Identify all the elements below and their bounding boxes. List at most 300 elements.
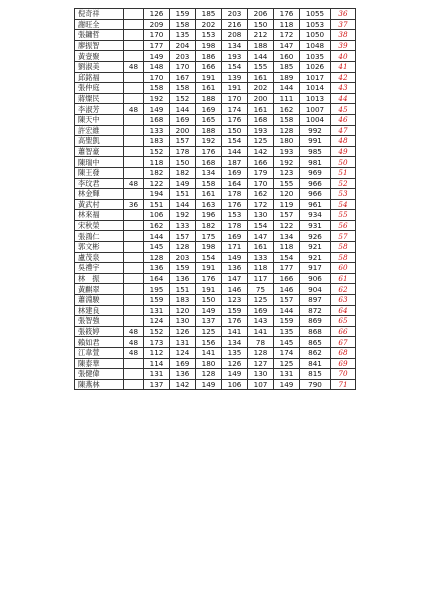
player-name-cell: 黃麒翠 bbox=[75, 284, 124, 295]
game-score-cell: 202 bbox=[196, 19, 222, 30]
game-score-cell: 172 bbox=[248, 199, 274, 210]
table-row bbox=[75, 348, 356, 359]
game-score-cell: 145 bbox=[274, 337, 300, 348]
table-row bbox=[75, 358, 356, 369]
game-score-cell: 169 bbox=[222, 167, 248, 178]
handicap-cell bbox=[124, 157, 144, 168]
handicap-cell bbox=[124, 220, 144, 231]
total-score-cell: 904 bbox=[300, 284, 331, 295]
rank-cell: 50 bbox=[331, 157, 356, 168]
rank-cell: 38 bbox=[331, 30, 356, 41]
game-score-cell: 161 bbox=[196, 83, 222, 94]
player-name-cell: 陳瑞中 bbox=[75, 157, 124, 168]
player-name-cell: 張鴻仁 bbox=[75, 231, 124, 242]
game-score-cell: 189 bbox=[274, 72, 300, 83]
game-score-cell: 187 bbox=[222, 157, 248, 168]
game-score-cell: 157 bbox=[170, 231, 196, 242]
player-name-cell: 賴如君 bbox=[75, 337, 124, 348]
player-name-cell: 許宏維 bbox=[75, 125, 124, 136]
game-score-cell: 154 bbox=[222, 61, 248, 72]
game-score-cell: 122 bbox=[274, 220, 300, 231]
rank-cell: 66 bbox=[331, 326, 356, 337]
total-score-cell: 981 bbox=[300, 157, 331, 168]
game-score-cell: 160 bbox=[274, 51, 300, 62]
game-score-cell: 152 bbox=[170, 93, 196, 104]
handicap-cell bbox=[124, 167, 144, 178]
player-name-cell: 李玟君 bbox=[75, 178, 124, 189]
rank-cell: 56 bbox=[331, 220, 356, 231]
table-row bbox=[75, 157, 356, 168]
game-score-cell: 161 bbox=[196, 189, 222, 200]
game-score-cell: 158 bbox=[144, 83, 170, 94]
game-score-cell: 119 bbox=[274, 199, 300, 210]
player-name-cell: 劉淑美 bbox=[75, 61, 124, 72]
game-score-cell: 174 bbox=[274, 348, 300, 359]
table-row bbox=[75, 220, 356, 231]
table-row bbox=[75, 146, 356, 157]
game-score-cell: 169 bbox=[170, 114, 196, 125]
game-score-cell: 126 bbox=[144, 9, 170, 20]
game-score-cell: 185 bbox=[274, 61, 300, 72]
player-name-cell: 倪奇祥 bbox=[75, 9, 124, 20]
game-score-cell: 154 bbox=[196, 252, 222, 263]
rank-cell: 45 bbox=[331, 104, 356, 115]
game-score-cell: 153 bbox=[196, 30, 222, 41]
player-name-cell: 高聖凱 bbox=[75, 136, 124, 147]
game-score-cell: 164 bbox=[222, 178, 248, 189]
game-score-cell: 174 bbox=[222, 104, 248, 115]
total-score-cell: 1035 bbox=[300, 51, 331, 62]
game-score-cell: 150 bbox=[170, 157, 196, 168]
game-score-cell: 193 bbox=[274, 146, 300, 157]
rank-cell: 53 bbox=[331, 189, 356, 200]
total-score-cell: 906 bbox=[300, 273, 331, 284]
game-score-cell: 188 bbox=[196, 93, 222, 104]
player-name-cell: 張智強 bbox=[75, 316, 124, 327]
game-score-cell: 120 bbox=[170, 305, 196, 316]
game-score-cell: 191 bbox=[196, 284, 222, 295]
rank-cell: 37 bbox=[331, 19, 356, 30]
game-score-cell: 179 bbox=[248, 167, 274, 178]
game-score-cell: 154 bbox=[248, 220, 274, 231]
handicap-cell bbox=[124, 93, 144, 104]
game-score-cell: 144 bbox=[144, 231, 170, 242]
game-score-cell: 206 bbox=[248, 9, 274, 20]
game-score-cell: 178 bbox=[170, 146, 196, 157]
game-score-cell: 192 bbox=[170, 210, 196, 221]
rank-cell: 58 bbox=[331, 242, 356, 253]
game-score-cell: 136 bbox=[222, 263, 248, 274]
game-score-cell: 176 bbox=[222, 114, 248, 125]
game-score-cell: 208 bbox=[222, 30, 248, 41]
handicap-cell bbox=[124, 316, 144, 327]
rank-cell: 36 bbox=[331, 9, 356, 20]
game-score-cell: 120 bbox=[274, 189, 300, 200]
player-name-cell: 蕭智豪 bbox=[75, 146, 124, 157]
game-score-cell: 136 bbox=[144, 263, 170, 274]
total-score-cell: 1004 bbox=[300, 114, 331, 125]
game-score-cell: 152 bbox=[144, 326, 170, 337]
game-score-cell: 126 bbox=[222, 358, 248, 369]
handicap-cell bbox=[124, 210, 144, 221]
game-score-cell: 147 bbox=[248, 231, 274, 242]
game-score-cell: 168 bbox=[248, 114, 274, 125]
player-name-cell: 陳燕林 bbox=[75, 379, 124, 390]
game-score-cell: 188 bbox=[196, 125, 222, 136]
game-score-cell: 171 bbox=[222, 242, 248, 253]
game-score-cell: 154 bbox=[222, 136, 248, 147]
game-score-cell: 170 bbox=[248, 178, 274, 189]
total-score-cell: 1007 bbox=[300, 104, 331, 115]
table-row bbox=[75, 316, 356, 327]
table-row bbox=[75, 273, 356, 284]
player-name-cell: 李淑芳 bbox=[75, 104, 124, 115]
rank-cell: 68 bbox=[331, 348, 356, 359]
game-score-cell: 144 bbox=[170, 199, 196, 210]
game-score-cell: 158 bbox=[274, 114, 300, 125]
total-score-cell: 969 bbox=[300, 167, 331, 178]
game-score-cell: 159 bbox=[274, 316, 300, 327]
table-row bbox=[75, 231, 356, 242]
total-score-cell: 897 bbox=[300, 295, 331, 306]
game-score-cell: 203 bbox=[170, 51, 196, 62]
table-row bbox=[75, 178, 356, 189]
game-score-cell: 78 bbox=[248, 337, 274, 348]
game-score-cell: 134 bbox=[222, 337, 248, 348]
total-score-cell: 1053 bbox=[300, 19, 331, 30]
game-score-cell: 135 bbox=[170, 30, 196, 41]
game-score-cell: 177 bbox=[274, 263, 300, 274]
total-score-cell: 966 bbox=[300, 189, 331, 200]
handicap-cell bbox=[124, 305, 144, 316]
game-score-cell: 127 bbox=[248, 358, 274, 369]
rank-cell: 51 bbox=[331, 167, 356, 178]
rank-cell: 67 bbox=[331, 337, 356, 348]
game-score-cell: 182 bbox=[144, 167, 170, 178]
game-score-cell: 136 bbox=[170, 273, 196, 284]
game-score-cell: 166 bbox=[248, 157, 274, 168]
game-score-cell: 175 bbox=[196, 231, 222, 242]
total-score-cell: 961 bbox=[300, 199, 331, 210]
game-score-cell: 193 bbox=[248, 125, 274, 136]
game-score-cell: 131 bbox=[144, 305, 170, 316]
player-name-cell: 陳泰華 bbox=[75, 358, 124, 369]
player-name-cell: 謝旺全 bbox=[75, 19, 124, 30]
handicap-cell: 48 bbox=[124, 104, 144, 115]
handicap-cell bbox=[124, 51, 144, 62]
game-score-cell: 131 bbox=[170, 337, 196, 348]
game-score-cell: 134 bbox=[274, 231, 300, 242]
table-row bbox=[75, 252, 356, 263]
game-score-cell: 149 bbox=[144, 104, 170, 115]
player-name-cell: 郭文彬 bbox=[75, 242, 124, 253]
game-score-cell: 170 bbox=[170, 61, 196, 72]
game-score-cell: 186 bbox=[196, 51, 222, 62]
total-score-cell: 790 bbox=[300, 379, 331, 390]
game-score-cell: 136 bbox=[170, 369, 196, 380]
rank-cell: 60 bbox=[331, 263, 356, 274]
game-score-cell: 151 bbox=[170, 284, 196, 295]
game-score-cell: 170 bbox=[222, 93, 248, 104]
game-score-cell: 176 bbox=[222, 199, 248, 210]
game-score-cell: 125 bbox=[196, 326, 222, 337]
game-score-cell: 172 bbox=[274, 30, 300, 41]
game-score-cell: 191 bbox=[196, 72, 222, 83]
game-score-cell: 204 bbox=[170, 40, 196, 51]
game-score-cell: 118 bbox=[248, 263, 274, 274]
player-name-cell: 黃壹聚 bbox=[75, 51, 124, 62]
handicap-cell: 48 bbox=[124, 337, 144, 348]
game-score-cell: 166 bbox=[274, 273, 300, 284]
game-score-cell: 191 bbox=[196, 263, 222, 274]
game-score-cell: 146 bbox=[274, 284, 300, 295]
game-score-cell: 128 bbox=[196, 369, 222, 380]
game-score-cell: 212 bbox=[248, 30, 274, 41]
handicap-cell bbox=[124, 189, 144, 200]
game-score-cell: 123 bbox=[222, 295, 248, 306]
player-name-cell: 張健偉 bbox=[75, 369, 124, 380]
game-score-cell: 114 bbox=[144, 358, 170, 369]
handicap-cell bbox=[124, 114, 144, 125]
game-score-cell: 130 bbox=[248, 210, 274, 221]
game-score-cell: 180 bbox=[274, 136, 300, 147]
game-score-cell: 182 bbox=[196, 220, 222, 231]
handicap-cell bbox=[124, 40, 144, 51]
game-score-cell: 122 bbox=[144, 178, 170, 189]
player-name-cell: 林金輝 bbox=[75, 189, 124, 200]
table-row bbox=[75, 114, 356, 125]
game-score-cell: 149 bbox=[222, 369, 248, 380]
game-score-cell: 149 bbox=[222, 252, 248, 263]
total-score-cell: 862 bbox=[300, 348, 331, 359]
game-score-cell: 192 bbox=[196, 136, 222, 147]
total-score-cell: 1017 bbox=[300, 72, 331, 83]
game-score-cell: 183 bbox=[170, 295, 196, 306]
handicap-cell bbox=[124, 273, 144, 284]
table-row bbox=[75, 61, 356, 72]
rank-cell: 70 bbox=[331, 369, 356, 380]
rank-cell: 71 bbox=[331, 379, 356, 390]
total-score-cell: 931 bbox=[300, 220, 331, 231]
total-score-cell: 921 bbox=[300, 242, 331, 253]
rank-cell: 40 bbox=[331, 51, 356, 62]
game-score-cell: 149 bbox=[170, 178, 196, 189]
game-score-cell: 149 bbox=[196, 379, 222, 390]
game-score-cell: 143 bbox=[248, 316, 274, 327]
game-score-cell: 124 bbox=[144, 316, 170, 327]
game-score-cell: 169 bbox=[196, 104, 222, 115]
game-score-cell: 133 bbox=[170, 220, 196, 231]
game-score-cell: 200 bbox=[248, 93, 274, 104]
total-score-cell: 815 bbox=[300, 369, 331, 380]
total-score-cell: 934 bbox=[300, 210, 331, 221]
game-score-cell: 142 bbox=[170, 379, 196, 390]
player-name-cell: 張筱婷 bbox=[75, 326, 124, 337]
game-score-cell: 141 bbox=[196, 348, 222, 359]
game-score-cell: 166 bbox=[196, 61, 222, 72]
game-score-cell: 161 bbox=[248, 242, 274, 253]
total-score-cell: 865 bbox=[300, 337, 331, 348]
player-name-cell: 陳王發 bbox=[75, 167, 124, 178]
handicap-cell bbox=[124, 146, 144, 157]
game-score-cell: 128 bbox=[144, 252, 170, 263]
total-score-cell: 1013 bbox=[300, 93, 331, 104]
game-score-cell: 164 bbox=[144, 273, 170, 284]
game-score-cell: 145 bbox=[144, 242, 170, 253]
player-name-cell: 黃武村 bbox=[75, 199, 124, 210]
handicap-cell bbox=[124, 19, 144, 30]
player-name-cell: 張鏞哲 bbox=[75, 30, 124, 41]
player-name-cell: 盧茂泉 bbox=[75, 252, 124, 263]
total-score-cell: 841 bbox=[300, 358, 331, 369]
game-score-cell: 75 bbox=[248, 284, 274, 295]
total-score-cell: 1050 bbox=[300, 30, 331, 41]
table-row bbox=[75, 83, 356, 94]
total-score-cell: 966 bbox=[300, 178, 331, 189]
game-score-cell: 203 bbox=[170, 252, 196, 263]
player-name-cell: 吳禮宇 bbox=[75, 263, 124, 274]
handicap-cell bbox=[124, 369, 144, 380]
game-score-cell: 150 bbox=[196, 295, 222, 306]
game-score-cell: 176 bbox=[222, 316, 248, 327]
game-score-cell: 149 bbox=[196, 305, 222, 316]
score-table bbox=[74, 8, 356, 390]
table-row bbox=[75, 19, 356, 30]
game-score-cell: 118 bbox=[274, 19, 300, 30]
total-score-cell: 921 bbox=[300, 252, 331, 263]
table-row bbox=[75, 30, 356, 41]
game-score-cell: 150 bbox=[248, 19, 274, 30]
game-score-cell: 167 bbox=[170, 72, 196, 83]
game-score-cell: 182 bbox=[170, 167, 196, 178]
table-row bbox=[75, 326, 356, 337]
game-score-cell: 144 bbox=[274, 83, 300, 94]
game-score-cell: 170 bbox=[144, 30, 170, 41]
rank-cell: 64 bbox=[331, 305, 356, 316]
game-score-cell: 128 bbox=[274, 125, 300, 136]
rank-cell: 57 bbox=[331, 231, 356, 242]
player-name-cell: 江韋萱 bbox=[75, 348, 124, 359]
rank-cell: 54 bbox=[331, 199, 356, 210]
game-score-cell: 149 bbox=[274, 379, 300, 390]
game-score-cell: 107 bbox=[248, 379, 274, 390]
total-score-cell: 985 bbox=[300, 146, 331, 157]
game-score-cell: 156 bbox=[196, 337, 222, 348]
player-name-cell: 林 振 bbox=[75, 273, 124, 284]
total-score-cell: 868 bbox=[300, 326, 331, 337]
handicap-cell: 48 bbox=[124, 326, 144, 337]
rank-cell: 61 bbox=[331, 273, 356, 284]
table-row bbox=[75, 379, 356, 390]
handicap-cell: 48 bbox=[124, 348, 144, 359]
table-row bbox=[75, 189, 356, 200]
game-score-cell: 142 bbox=[248, 146, 274, 157]
game-score-cell: 146 bbox=[222, 284, 248, 295]
rank-cell: 47 bbox=[331, 125, 356, 136]
game-score-cell: 170 bbox=[144, 72, 170, 83]
game-score-cell: 144 bbox=[170, 104, 196, 115]
rank-cell: 52 bbox=[331, 178, 356, 189]
game-score-cell: 200 bbox=[170, 125, 196, 136]
rank-cell: 39 bbox=[331, 40, 356, 51]
table-row bbox=[75, 199, 356, 210]
game-score-cell: 161 bbox=[248, 72, 274, 83]
handicap-cell bbox=[124, 83, 144, 94]
handicap-cell bbox=[124, 9, 144, 20]
table-row bbox=[75, 167, 356, 178]
game-score-cell: 154 bbox=[274, 252, 300, 263]
game-score-cell: 125 bbox=[248, 136, 274, 147]
game-score-cell: 147 bbox=[222, 273, 248, 284]
player-name-cell: 邱銘福 bbox=[75, 72, 124, 83]
total-score-cell: 869 bbox=[300, 316, 331, 327]
game-score-cell: 106 bbox=[222, 379, 248, 390]
game-score-cell: 176 bbox=[196, 273, 222, 284]
game-score-cell: 194 bbox=[144, 189, 170, 200]
game-score-cell: 202 bbox=[248, 83, 274, 94]
table-row bbox=[75, 104, 356, 115]
game-score-cell: 159 bbox=[170, 9, 196, 20]
table-row bbox=[75, 9, 356, 20]
game-score-cell: 168 bbox=[144, 114, 170, 125]
game-score-cell: 162 bbox=[144, 220, 170, 231]
game-score-cell: 124 bbox=[170, 348, 196, 359]
total-score-cell: 1014 bbox=[300, 83, 331, 94]
table-row bbox=[75, 40, 356, 51]
table-row bbox=[75, 210, 356, 221]
game-score-cell: 155 bbox=[274, 178, 300, 189]
game-score-cell: 158 bbox=[170, 83, 196, 94]
rank-cell: 44 bbox=[331, 93, 356, 104]
table-row bbox=[75, 51, 356, 62]
game-score-cell: 147 bbox=[274, 40, 300, 51]
game-score-cell: 203 bbox=[222, 9, 248, 20]
handicap-cell bbox=[124, 358, 144, 369]
table-row bbox=[75, 93, 356, 104]
handicap-cell: 48 bbox=[124, 61, 144, 72]
total-score-cell: 872 bbox=[300, 305, 331, 316]
game-score-cell: 117 bbox=[248, 273, 274, 284]
game-score-cell: 118 bbox=[274, 242, 300, 253]
handicap-cell: 48 bbox=[124, 178, 144, 189]
player-name-cell: 陳天中 bbox=[75, 114, 124, 125]
rank-cell: 65 bbox=[331, 316, 356, 327]
game-score-cell: 185 bbox=[196, 9, 222, 20]
table-row bbox=[75, 284, 356, 295]
player-name-cell: 廖振智 bbox=[75, 40, 124, 51]
handicap-cell bbox=[124, 252, 144, 263]
handicap-cell bbox=[124, 72, 144, 83]
game-score-cell: 163 bbox=[196, 199, 222, 210]
score-table-body bbox=[75, 9, 356, 390]
game-score-cell: 196 bbox=[196, 210, 222, 221]
player-name-cell: 林建良 bbox=[75, 305, 124, 316]
game-score-cell: 139 bbox=[222, 72, 248, 83]
handicap-cell bbox=[124, 30, 144, 41]
player-name-cell: 張仲庭 bbox=[75, 83, 124, 94]
game-score-cell: 168 bbox=[196, 157, 222, 168]
game-score-cell: 191 bbox=[222, 83, 248, 94]
game-score-cell: 159 bbox=[170, 263, 196, 274]
rank-cell: 63 bbox=[331, 295, 356, 306]
game-score-cell: 135 bbox=[274, 326, 300, 337]
game-score-cell: 192 bbox=[144, 93, 170, 104]
game-score-cell: 159 bbox=[222, 305, 248, 316]
game-score-cell: 177 bbox=[144, 40, 170, 51]
table-row bbox=[75, 72, 356, 83]
game-score-cell: 198 bbox=[196, 242, 222, 253]
game-score-cell: 125 bbox=[248, 295, 274, 306]
